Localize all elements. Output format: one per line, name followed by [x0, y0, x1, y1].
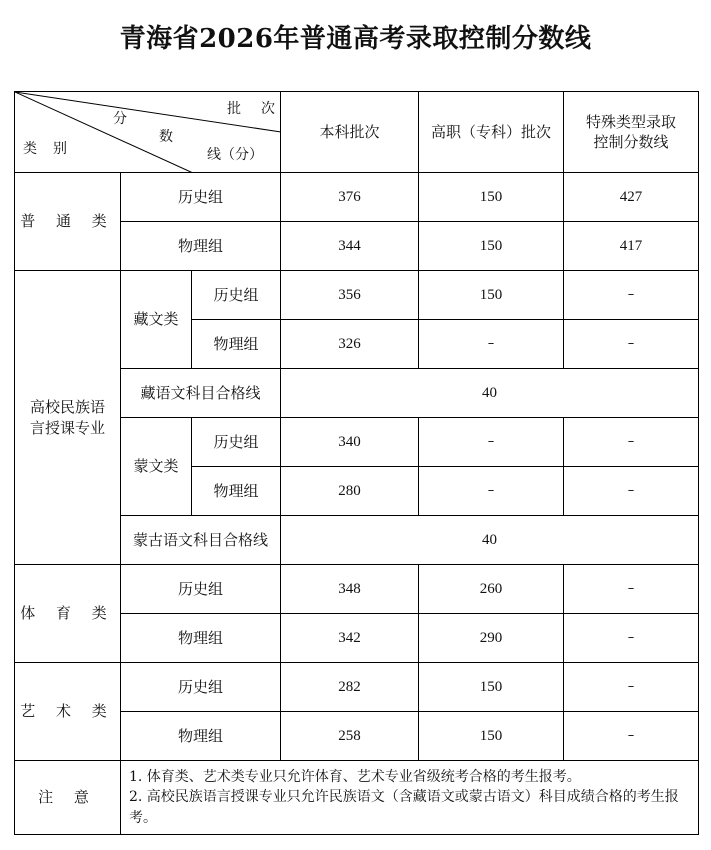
pass-line-value: 40 — [281, 516, 699, 565]
pass-line-value: 40 — [281, 369, 699, 418]
category-tiyu: 体 育 类 — [15, 565, 121, 663]
category-minzu-line1: 高校民族语 — [29, 398, 105, 417]
category-minzu — [15, 271, 121, 565]
table-row — [15, 565, 699, 614]
group-label: 物理组 — [192, 467, 281, 516]
page-title: 青海省2026年普通高考录取控制分数线 — [119, 24, 592, 54]
score-special: – — [564, 663, 699, 712]
col-header-special-line2: 控制分数线 — [593, 133, 669, 151]
group-label: 历史组 — [192, 271, 281, 320]
group-label: 历史组 — [192, 418, 281, 467]
score-vocational: 260 — [419, 565, 564, 614]
group-label: 物理组 — [121, 222, 281, 271]
subcategory-zang: 藏文类 — [121, 271, 192, 369]
score-vocational: 150 — [419, 712, 564, 761]
score-special: – — [564, 614, 699, 663]
score-special: – — [564, 565, 699, 614]
diag-label-7: 别 — [53, 141, 67, 157]
score-undergraduate: 282 — [281, 663, 419, 712]
score-special: – — [564, 320, 699, 369]
col-header-vocational: 高职（专科）批次 — [419, 92, 564, 173]
category-putong: 普 通 类 — [15, 173, 121, 271]
table-row — [15, 271, 699, 320]
pass-line-label: 蒙古语文科目合格线 — [121, 516, 281, 565]
subcategory-meng: 蒙文类 — [121, 418, 192, 516]
score-vocational: – — [419, 467, 564, 516]
table-row — [15, 663, 699, 712]
score-special: 417 — [564, 222, 699, 271]
notes-content — [121, 761, 699, 835]
diag-label-4: 数 — [159, 129, 173, 145]
score-special: – — [564, 467, 699, 516]
score-vocational: 150 — [419, 222, 564, 271]
score-vocational: – — [419, 418, 564, 467]
diag-label-2: 次 — [261, 101, 275, 117]
score-vocational: 150 — [419, 663, 564, 712]
col-header-special — [564, 92, 699, 173]
pass-line-label: 藏语文科目合格线 — [121, 369, 281, 418]
score-undergraduate: 348 — [281, 565, 419, 614]
score-table — [14, 91, 699, 835]
table-row — [15, 173, 699, 222]
diag-label-6: 类 — [23, 141, 37, 157]
score-vocational: 150 — [419, 173, 564, 222]
col-header-special-line1: 特殊类型录取 — [586, 112, 677, 131]
notes-row — [15, 761, 699, 835]
score-undergraduate: 326 — [281, 320, 419, 369]
category-minzu-line2: 言授课专业 — [29, 418, 105, 437]
group-label: 物理组 — [192, 320, 281, 369]
score-vocational: – — [419, 320, 564, 369]
score-vocational: 150 — [419, 271, 564, 320]
score-undergraduate: 376 — [281, 173, 419, 222]
score-undergraduate: 344 — [281, 222, 419, 271]
group-label: 历史组 — [121, 663, 281, 712]
col-header-undergraduate: 本科批次 — [281, 92, 419, 173]
score-special: 427 — [564, 173, 699, 222]
group-label: 历史组 — [121, 173, 281, 222]
score-undergraduate: 340 — [281, 418, 419, 467]
group-label: 物理组 — [121, 712, 281, 761]
note-2: 2. 高校民族语言授课专业只允许民族语文（含藏语文或蒙古语文）科目成绩合格的考生报考。 — [129, 789, 679, 826]
header-row — [15, 92, 699, 173]
score-vocational: 290 — [419, 614, 564, 663]
score-undergraduate: 258 — [281, 712, 419, 761]
group-label: 物理组 — [121, 614, 281, 663]
score-undergraduate: 342 — [281, 614, 419, 663]
score-undergraduate: 280 — [281, 467, 419, 516]
diag-label-1: 批 — [227, 101, 241, 117]
note-1: 1. 体育类、艺术类专业只允许体育、艺术专业省级统考合格的考生报考。 — [129, 769, 581, 786]
category-yishu: 艺 术 类 — [15, 663, 121, 761]
score-special: – — [564, 712, 699, 761]
diag-label-5: 线（分） — [207, 147, 263, 163]
score-special: – — [564, 271, 699, 320]
diagonal-header-cell — [15, 92, 281, 173]
notes-label: 注 意 — [15, 761, 121, 835]
score-undergraduate: 356 — [281, 271, 419, 320]
diag-label-3: 分 — [113, 111, 127, 127]
group-label: 历史组 — [121, 565, 281, 614]
score-special: – — [564, 418, 699, 467]
